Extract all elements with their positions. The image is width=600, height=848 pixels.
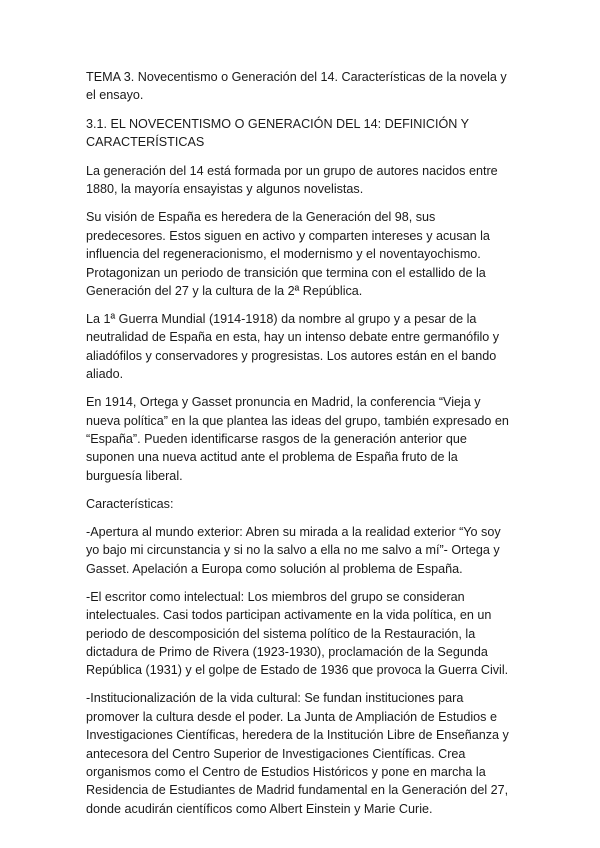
document-body [86,68,516,828]
characteristics-label: Características: [86,496,174,511]
paragraph-vision: Su visión de España es heredera de la Generación del 98, sus predecesores. Estos siguen en activo y comparten intereses y acusan la influencia del regeneracionismo, el modernismo y el noventayochismo. Protagonizan un periodo de transición que termina con el estallido de la Generación del 27 y la cultura de la 2ª República. [86,210,490,299]
paragraph-intelectual: -El escritor como intelectual: Los miembros del grupo se consideran intelectuales. Casi todos participan activamente en la vida política, en un periodo de descomposición del sistema político de la Restauración, la dictadura de Primo de Rivera (1923-1930), proclamación de la Segunda República (1931) y el golpe de Estado de 1936 que provoca la Guerra Civil. [86,589,509,678]
document-title: TEMA 3. Novecentismo o Generación del 14. Características de la novela y el ensayo. [86,70,507,103]
paragraph-apertura: -Apertura al mundo exterior: Abren su mirada a la realidad exterior “Yo soy yo bajo mi circunstancia y si no la salvo a ella no me salvo a mí”- Ortega y Gasset. Apelación a Europa como solución al problema de España. [86,524,501,576]
paragraph-institucionalizacion: -Institucionalización de la vida cultural: Se fundan instituciones para promover la cultura desde el poder. La Junta de Ampliación de Estudios e Investigaciones Científicas, heredera de la Institución Libre de Enseñanza y antecesora del Centro Superior de Investigaciones Científicas. Crea organismos como el Centro de Estudios Históricos y pone en marcha la Residencia de Estudiantes de Madrid fundamental en la Generación del 27, donde acudirán científicos como Albert Einstein y Marie Curie. [86,691,509,816]
paragraph-ortega: En 1914, Ortega y Gasset pronuncia en Madrid, la conferencia “Vieja y nueva política” en la que plantea las ideas del grupo, también expresado en “España”. Pueden identificarse rasgos de la generación anterior que suponen una nueva actitud ante el problema de España fruto de la burguesía liberal. [86,395,509,483]
section-heading: 3.1. EL NOVECENTISMO O GENERACIÓN DEL 14: DEFINICIÓN Y CARACTERÍSTICAS [86,117,469,150]
paragraph-war: La 1ª Guerra Mundial (1914-1918) da nombre al grupo y a pesar de la neutralidad de España en esta, hay un intenso debate entre germanófilo y aliadófilos y conservadores y progresistas. Los autores están en el bando aliado. [86,312,500,382]
paragraph-definition: La generación del 14 está formada por un grupo de autores nacidos entre 1880, la mayoría ensayistas y algunos novelistas. [86,164,498,197]
